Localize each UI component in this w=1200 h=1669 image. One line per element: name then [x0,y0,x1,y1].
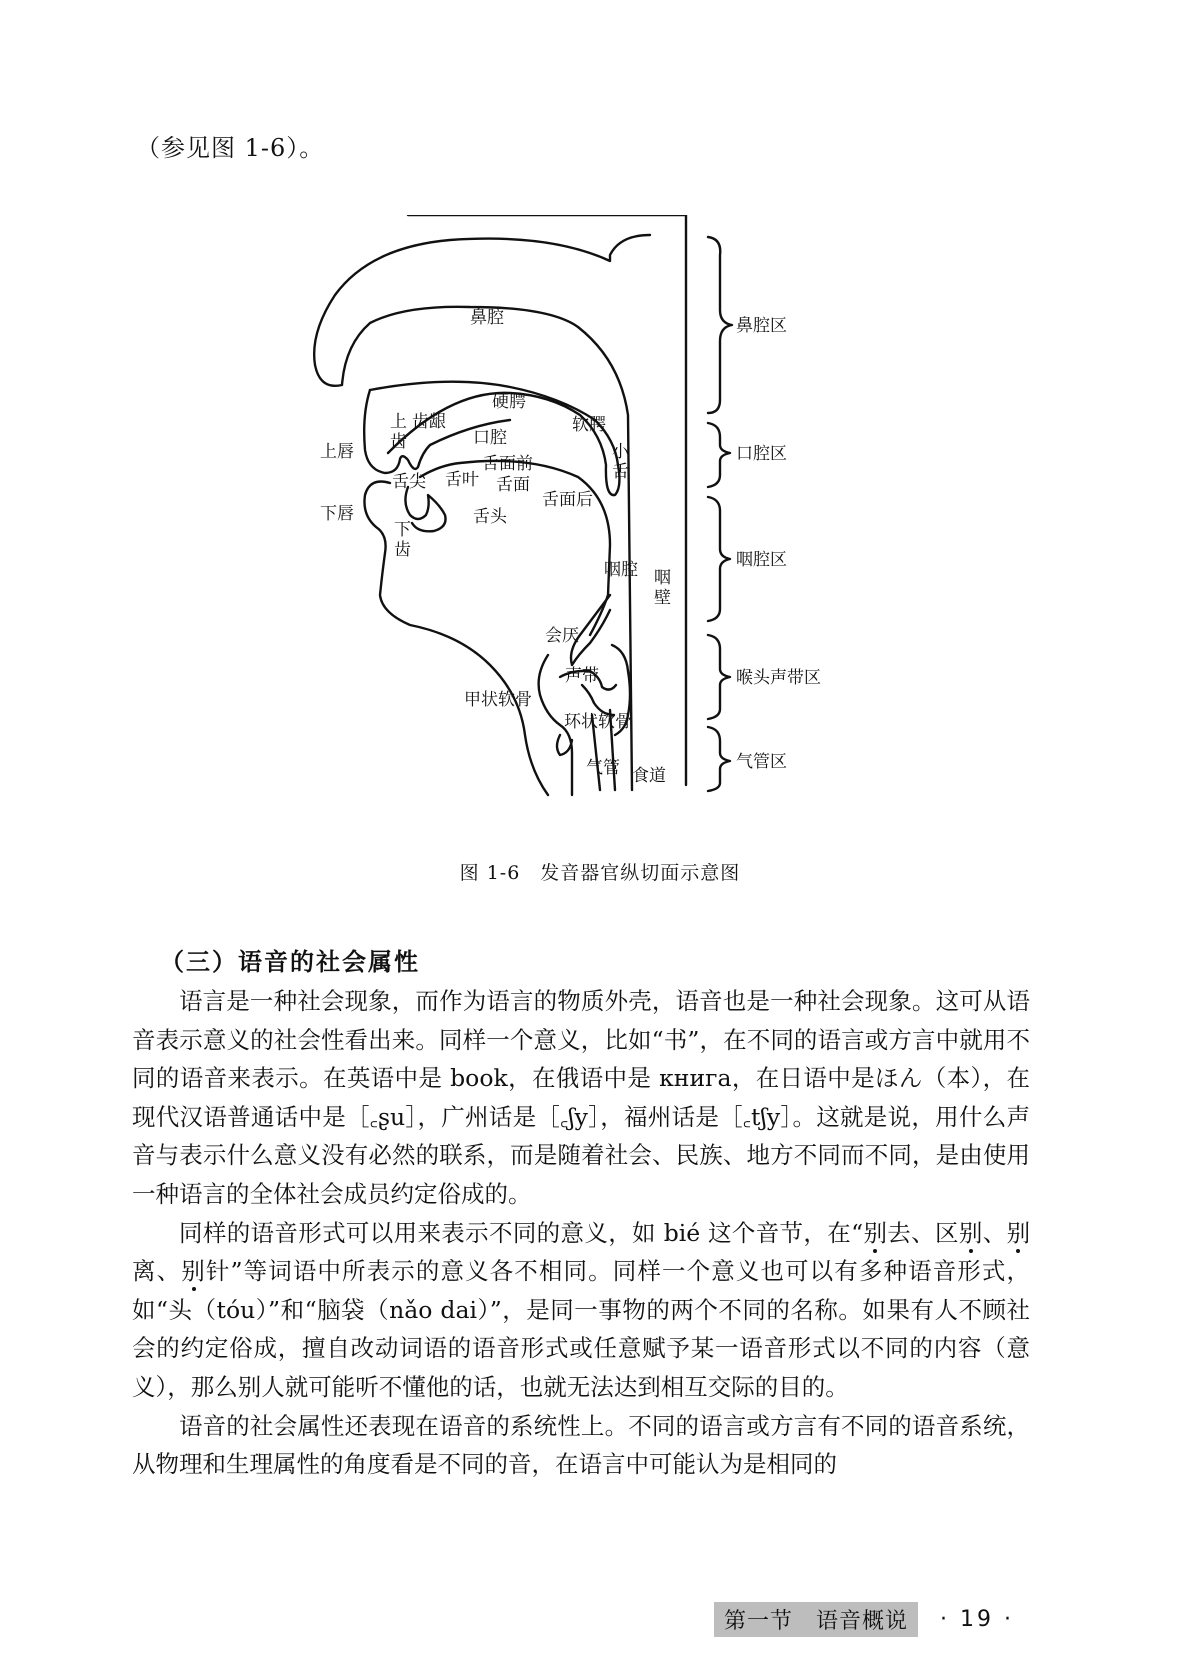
label-pharynx-wall-top: 咽 [654,568,671,588]
body-text [132,982,1030,1484]
dotted-char: 别 [958,1218,983,1247]
label-tongue-front: 舌面前 [482,454,533,474]
label-tongue-body: 舌头 [473,507,507,527]
paragraph-2-part-f: 针”等词语中所表示的意义各不相同。同样一个意义也可以有多种语音形式，如“头（tóu）”和“脑袋（nǎo dai）”，是同一事物的两个不同的名称。如果有人不顾社会的约定俗成，擅自改动词语的语音形式或任意赋予某一语音形式以不同的内容（意义），那么别人就可能听不懂他的话，也就无法达到相互交际的目的。 [132,1257,1031,1401]
region-oral: 口腔区 [736,444,787,464]
paragraph-1: 语言是一种社会现象，而作为语言的物质外壳，语音也是一种社会现象。这可从语音表示意义的社会性看出来。同样一个意义，比如“书”，在不同的语言或方言中就用不同的语音来表示。在英语中是 book，在俄语中是 книга，在日语中是ほん（本），在现代汉语普通话中是［꜀ʂu］，广州话是［꜀ʃy］，福州话是［꜀tʃy］。这就是说，用什么声音与表示什么意义没有必然的联系，而是随着社会、民族、地方不同而不同，是由使用一种语言的全体社会成员约定俗成的。 [132,987,1030,1208]
label-nasal-cavity: 鼻腔 [470,308,504,328]
label-esophagus: 食道 [632,766,666,786]
paragraph-2-part-e: 离、 [132,1257,182,1286]
dotted-char: 别 [181,1257,206,1286]
figure-caption: 图 1-6 发音器官纵切面示意图 [459,862,741,884]
label-lower-teeth-bottom: 齿 [394,540,411,560]
label-oral-cavity: 口腔 [473,428,507,448]
region-pharyngeal: 咽腔区 [736,550,787,570]
page-number: · 19 · [940,1606,1014,1632]
section-heading: （三）语音的社会属性 [160,948,420,976]
label-thyroid: 甲状软骨 [464,690,532,710]
dotted-char: 别 [863,1218,888,1247]
label-trachea: 气管 [586,758,620,778]
label-epiglottis: 会厌 [545,626,579,646]
footer-section-title: 第一节 语音概说 [714,1602,918,1637]
label-lower-lip: 下唇 [320,504,354,524]
page-footer [714,1602,1014,1636]
region-nasal: 鼻腔区 [736,316,787,336]
label-tongue-tip: 舌尖 [392,472,426,492]
label-tongue-back: 舌面后 [542,490,593,510]
label-uvula-bottom: 舌 [612,462,629,482]
dotted-char: 别 [1006,1218,1031,1247]
paragraph-2 [132,1214,1030,1407]
label-upper-teeth-top: 上 [390,412,407,432]
paragraph-3: 语音的社会属性还表现在语音的系统性上。不同的语言或方言有不同的语音系统，从物理和生理属性的角度看是不同的音，在语言中可能认为是相同的 [132,1411,1030,1479]
label-lower-teeth-top: 下 [394,520,411,540]
vocal-organs-diagram [310,215,890,815]
label-cricoid: 环状软骨 [564,712,632,732]
region-tracheal: 气管区 [736,752,787,772]
region-laryngeal: 喉头声带区 [736,668,821,688]
label-upper-teeth-bottom: 齿 [390,432,407,452]
label-uvula-top: 小 [612,442,629,462]
paragraph-2-part-d: 、 [982,1218,1007,1247]
intro-text: （参见图 1-6）。 [136,134,325,162]
label-tongue-surface: 舌面 [496,475,530,495]
paragraph-2-part-a: 同样的语音形式可以用来表示不同的意义，如 bié 这个音节，在“ [179,1218,864,1247]
vocal-organs-figure [310,215,890,815]
label-alveolar: 齿龈 [412,412,446,432]
paragraph-2-part-c: 去、区 [887,1218,959,1247]
label-vocal-cords: 声带 [565,666,599,686]
label-upper-lip: 上唇 [320,442,354,462]
label-soft-palate: 软腭 [572,415,606,435]
label-pharynx: 咽腔 [604,560,638,580]
label-tongue-blade: 舌叶 [445,470,479,490]
label-hard-palate: 硬腭 [492,392,526,412]
label-pharynx-wall-bottom: 壁 [654,588,671,608]
